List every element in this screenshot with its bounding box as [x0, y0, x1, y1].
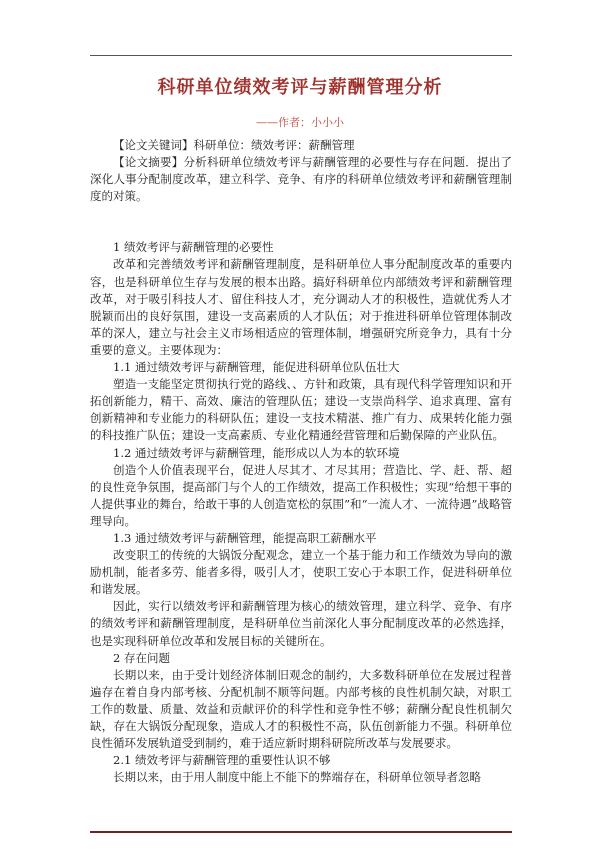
section-heading: 1 绩效考评与薪酬管理的必要性: [113, 240, 274, 255]
paragraph: 塑造一支能坚定贯彻执行党的路线、、方针和政策，具有现代科学管理知识和开拓创新能力，精干、高效、廉洁的管理队伍；建设一支崇尚科学、追求真理、富有创新精神和专业能力的科研队伍；建设一支技术精湛、推广有力、成果转化能力强的科技推广队伍；建设一支高素质、专业化精通经营管理和后勤保障的产业队伍。: [90, 377, 512, 443]
section-spacer: [90, 205, 512, 239]
subsection-heading: 1.1 通过绩效考评与薪酬管理，能促进科研单位队伍壮大: [113, 360, 400, 375]
abstract: 【论文摘要】分析科研单位绩效考评与薪酬管理的必要性与存在问题．提出了深化人事分配制度改革，建立科学、竞争、有序的科研单位绩效考评和薪酬管理制度的对策。: [90, 155, 512, 204]
top-rule: [90, 55, 512, 56]
subsection-heading: 1.2 通过绩效考评与薪酬管理，能形成以人为本的软环境: [113, 445, 400, 460]
document-body: [90, 137, 512, 786]
paragraph: 改革和完善绩效考评和薪酬管理制度，是科研单位人事分配制度改革的重要内容，也是科研单位生存与发展的根本出路。搞好科研单位内部绩效考评和薪酬管理改革，对于吸引科技人才、留住科技人才，充分调动人才的积极性，造就优秀人才脱颖而出的良好氛围，建设一支高素质的人才队伍；对于推进科研单位管理体制改革的深人，建立与社会主义市场相适应的管理体制，增强研究所竞争力，具有十分重要的意义。主要体现为：: [90, 257, 512, 357]
keywords: 【论文关键词】科研单位：绩效考评：薪酬管理: [113, 138, 355, 152]
paragraph: 长期以来，由于受计划经济体制旧观念的制约，大多数科研单位在发展过程普遍存在着自身内部考核、分配机制不顺等问题。内部考核的良性机制欠缺，对职工工作的数量、质量、效益和贡献评价的科学性和竞争性不够；薪酬分配良性机制欠缺，存在大锅饭分配现象，造成人才的积极性不高，队伍创新能力不强。科研单位良性循环发展轨道受到制约，难于适应新时期科研院所改革与发展要求。: [90, 667, 512, 751]
bottom-rule: [90, 831, 512, 833]
paragraph: 创造个人价值表现平台，促进人尽其才、才尽其用；营造比、学、赶、帮、超的良性竞争氛围，提高部门与个人的工作绩效，提高工作积极性；实现“给想干事的人提供事业的舞台，给敢干事的人创造宽松的氛围”和“一流人才、一流待遇”战略管理导向。: [90, 462, 512, 528]
paragraph: 因此，实行以绩效考评和薪酬管理为核心的绩效管理，建立科学、竞争、有序的绩效考评和薪酬管理制度，是科研单位当前深化人事分配制度改革的必然选择，也是实现科研单位改革和发展目标的关键所在。: [90, 599, 512, 648]
paragraph: 长期以来，由于用人制度中能上不能下的弊端存在，科研单位领导者忽略: [113, 770, 481, 785]
subsection-heading: 1.3 通过绩效考评与薪酬管理，能提高职工薪酬水平: [113, 530, 377, 545]
section-heading: 2 存在问题: [113, 650, 170, 665]
paragraph: 改变职工的传统的大锅饭分配观念，建立一个基于能力和工作绩效为导向的激励机制，能者多劳、能者多得，吸引人才，使职工安心于本职工作，促进科研单位和谐发展。: [90, 548, 512, 597]
subsection-heading: 2.1 绩效考评与薪酬管理的重要性认识不够: [113, 753, 331, 768]
author-line: ——作者：小小小: [256, 116, 344, 129]
document-title: 科研单位绩效考评与薪酬管理分析: [157, 77, 443, 98]
